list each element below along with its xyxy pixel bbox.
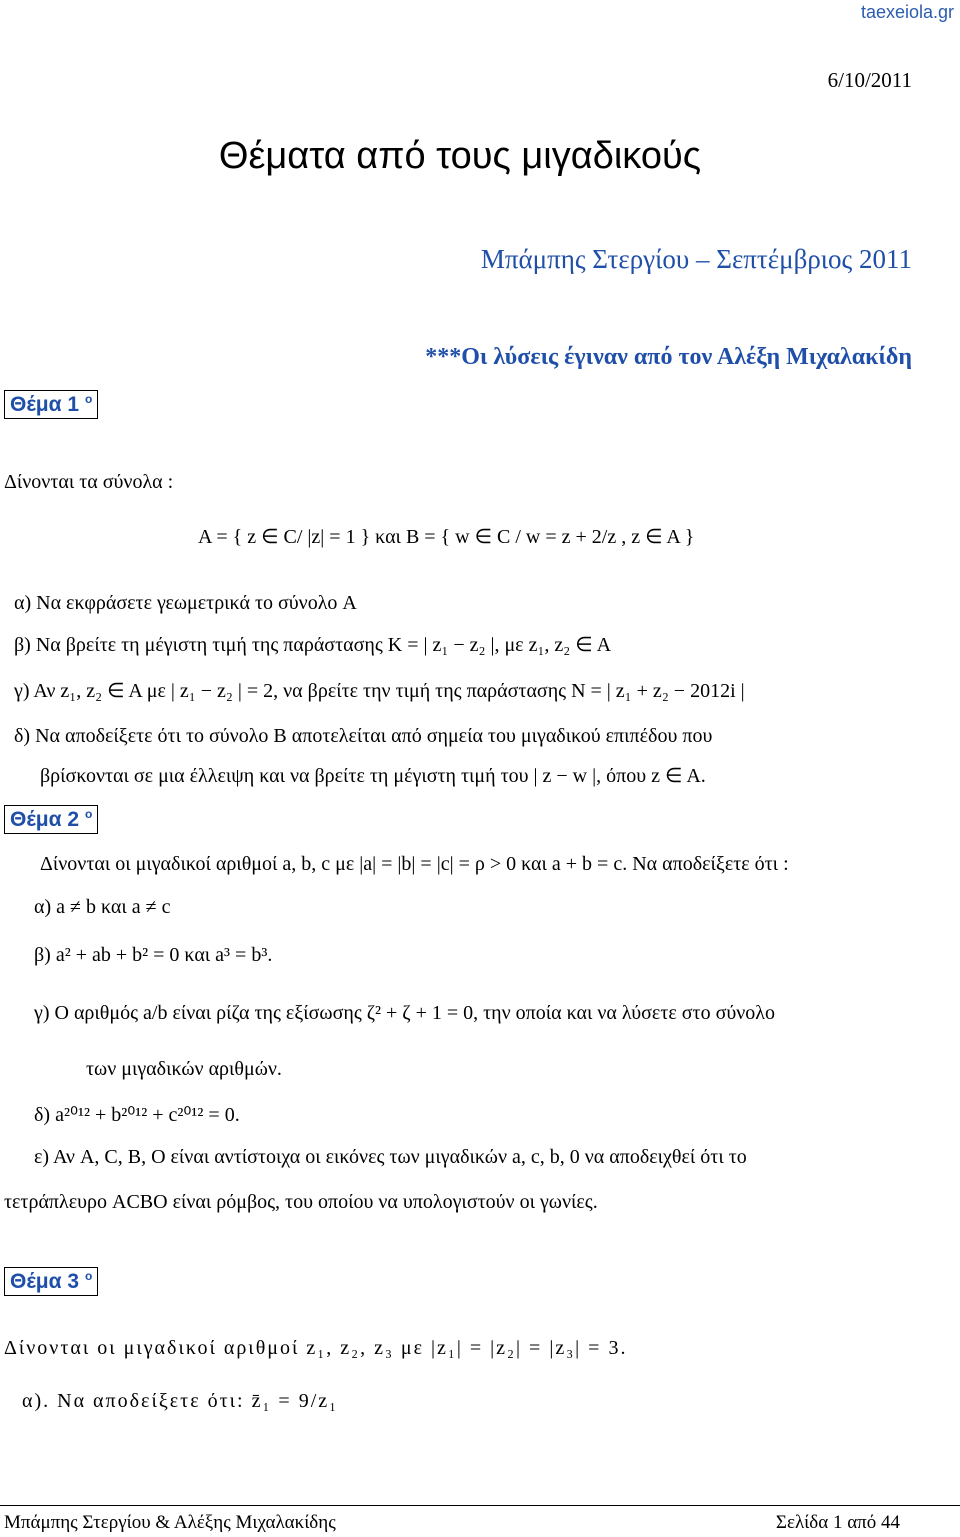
footer-divider [0, 1505, 960, 1506]
site-link[interactable]: taexeiola.gr [860, 2, 954, 22]
topic2-part-a: α) a ≠ b και a ≠ c [34, 896, 171, 918]
topic2-part-c-line1: γ) Ο αριθμός a/b είναι ρίζα της εξίσωσης ζ² + ζ + 1 = 0, την οποία και να λύσετε στο σύνολο [34, 1002, 776, 1024]
topic1-part-b: β) Να βρείτε τη μέγιστη τιμή της παράστασης K = | z₁ − z₂ |, με z₁, z₂ ∈ A [14, 634, 612, 656]
topic3-part-a: α). Να αποδείξετε ότι: z̄₁ = 9/z₁ [22, 1390, 339, 1412]
topic1-part-a: α) Να εκφράσετε γεωμετρικά το σύνολο A [14, 592, 357, 614]
footer-authors: Μπάμπης Στεργίου & Αλέξης Μιχαλακίδης [4, 1512, 336, 1533]
topic2-part-e-line2: τετράπλευρο ACBO είναι ρόμβος, του οποίου να υπολογιστούν οι γωνίες. [4, 1191, 598, 1213]
page-title: Θέματα από τους μιγαδικούς [218, 135, 702, 177]
topic3-heading [4, 1267, 98, 1296]
topic1-part-c: γ) Αν z₁, z₂ ∈ A με | z₁ − z₂ | = 2, να βρείτε την τιμή της παράστασης N = | z₁ + z₂ − 2012i | [14, 680, 745, 702]
footer-page-number: Σελίδα 1 από 44 [775, 1512, 900, 1533]
topic2-intro: Δίνονται οι μιγαδικοί αριθμοί a, b, c με |a| = |b| = |c| = ρ > 0 και a + b = c. Να αποδείξετε ότι : [40, 853, 789, 875]
topic1-intro: Δίνονται τα σύνολα : [4, 471, 174, 493]
solutions-line: ***Οι λύσεις έγιναν από τον Αλέξη Μιχαλακίδη [425, 344, 912, 370]
author-line: Μπάμπης Στεργίου – Σεπτέμβριος 2011 [480, 244, 912, 274]
date: 6/10/2011 [827, 68, 912, 92]
topic2-part-d: δ) a²⁰¹² + b²⁰¹² + c²⁰¹² = 0. [34, 1104, 240, 1126]
topic3-heading-label: Θέμα 3 [10, 1270, 80, 1293]
topic2-part-c-line2: των μιγαδικών αριθμών. [86, 1058, 282, 1080]
topic2-heading-sup: ο [84, 807, 93, 821]
topic2-heading-label: Θέμα 2 [10, 808, 80, 831]
topic1-heading-sup: ο [84, 392, 93, 406]
topic3-heading-sup: ο [84, 1269, 93, 1283]
topic1-part-d-line2: βρίσκονται σε μια έλλειψη και να βρείτε τη μέγιστη τιμή του | z − w |, όπου z ∈ A. [40, 765, 706, 787]
topic1-set-definition: A = { z ∈ C/ |z| = 1 } και B = { w ∈ C / w = z + 2/z , z ∈ A } [198, 526, 695, 548]
topic1-heading-label: Θέμα 1 [10, 393, 80, 416]
topic2-part-b: β) a² + ab + b² = 0 και a³ = b³. [34, 944, 273, 966]
topic1-heading [4, 390, 98, 419]
topic2-part-e-line1: ε) Αν A, C, B, O είναι αντίστοιχα οι εικόνες των μιγαδικών a, c, b, 0 να αποδειχθεί ότι το [34, 1146, 747, 1168]
topic2-heading [4, 805, 98, 834]
topic3-intro: Δίνονται οι μιγαδικοί αριθμοί z₁, z₂, z₃ με |z₁| = |z₂| = |z₃| = 3. [4, 1337, 628, 1359]
topic1-part-d-line1: δ) Να αποδείξετε ότι το σύνολο B αποτελείται από σημεία του μιγαδικού επιπέδου που [14, 725, 713, 747]
